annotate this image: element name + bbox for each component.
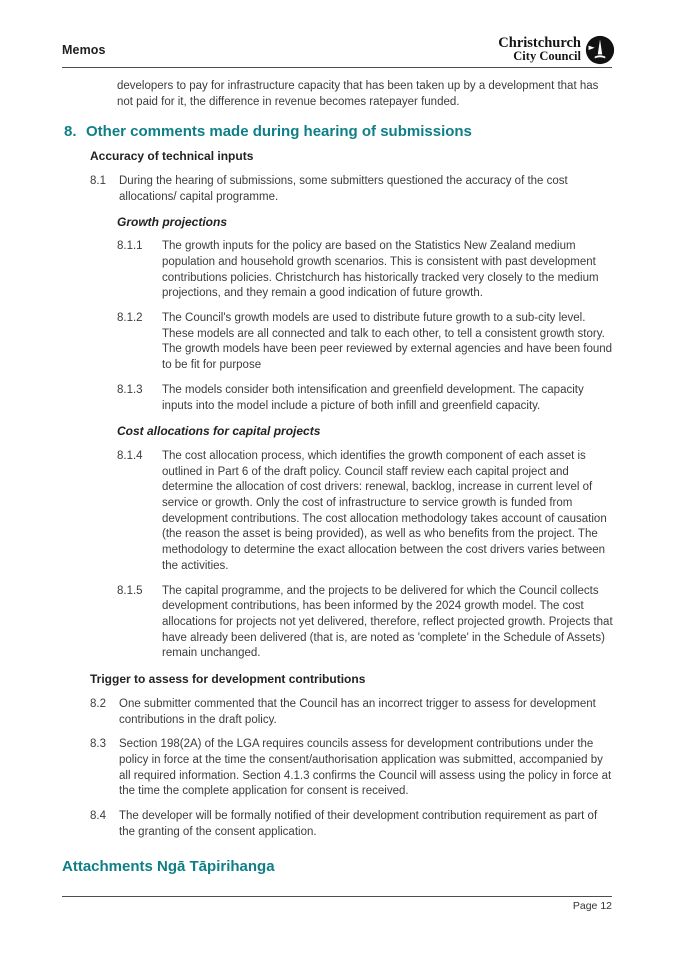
clause-8-3 [90,737,614,800]
clause-8-4 [90,809,614,840]
document-type-label: Memos [62,43,106,57]
council-crest-icon [585,35,615,65]
intro-paragraph: developers to pay for infrastructure capacity that has been taken up by a development that has not paid for it, the difference in revenue becomes ratepayer funded. [117,80,599,108]
section-8-title: Other comments made during hearing of submissions [86,123,472,141]
header-divider [62,67,612,68]
section-8-heading [62,123,614,141]
clause-8-1-2 [117,311,614,374]
page-number: Page 12 [572,900,612,912]
attachments-heading: Attachments Ngā Tāpirihanga [62,858,275,876]
clause-text: The capital programme, and the projects to be delivered for which the Council collects development contributions, has been informed by the 2024 growth model. The cost allocations for projects not yet delivered, therefore, reflect projected growth. Projects that have already been delivered (that is, are noted as 'complete' in the Schedule of Assets) remain unchanged. [162,584,613,660]
growth-projections-subheading: Growth projections [117,214,228,229]
clause-number: 8.1.4 [117,449,143,462]
clause-8-1-3 [117,383,614,414]
trigger-subheading: Trigger to assess for development contributions [90,672,366,687]
footer-divider [62,896,612,897]
clause-text: One submitter commented that the Council has an incorrect trigger to assess for development contributions in the draft policy. [119,697,596,726]
clause-text: During the hearing of submissions, some submitters questioned the accuracy of the cost allocations/ capital programme. [119,175,568,203]
council-logo-line2: City Council [513,49,581,63]
clause-number: 8.1.2 [117,312,143,325]
council-logo-line1: Christchurch [498,35,581,51]
clause-number: 8.2 [90,697,106,710]
clause-8-1-5 [117,584,614,663]
council-logo-text [498,37,581,63]
clause-text: The models consider both intensification and greenfield development. The capacity inputs into the model include a picture of both infill and greenfield capacity. [162,383,584,412]
clause-8-2 [90,697,614,728]
clause-number: 8.1 [90,175,106,188]
clause-8-1-1 [117,239,614,302]
cost-allocations-subheading: Cost allocations for capital projects [117,424,321,439]
clause-number: 8.1.3 [117,383,143,396]
clause-number: 8.4 [90,810,106,823]
clause-text: The developer will be formally notified of their development contribution requirement as part of the granting of the consent application. [119,810,598,838]
council-logo [498,35,615,65]
clause-8-1 [90,174,614,205]
memo-body [62,79,614,875]
clause-number: 8.3 [90,738,106,751]
clause-text: Section 198(2A) of the LGA requires councils assess for development contributions under the policy in force at the time the consent/authorisation application was submitted, accompanied by all required information. Section 4.1.3 confirms the Council will assess using the policy in force at the time the complete application for consent is received. [119,738,612,798]
accuracy-subheading: Accuracy of technical inputs [90,149,254,164]
clause-text: The Council's growth models are used to distribute future growth to a sub-city level. These models are all connected and talk to each other, to tell a consistent growth story. The growth models have been peer reviewed by external agencies and have been found to be fit for purpose [162,312,613,372]
clause-8-1-4 [117,449,614,575]
clause-number: 8.1.1 [117,240,143,253]
clause-text: The growth inputs for the policy are based on the Statistics New Zealand medium population and household growth scenarios. This is consistent with past development contributions policies. Christchurch has historically tracked very closely to the medium projections, and they remain a good indication of future growth. [162,240,599,300]
section-8-number: 8. [64,123,77,141]
clause-text: The cost allocation process, which identifies the growth component of each asset is outlined in Part 6 of the draft policy. Council staff review each capital project and determine the allocation of cost drivers: renewal, backlog, increase in current level of service or growth. Only the cost of infrastructure to service growth is funded from development contributions. The cost allocation methodology takes account of causation (the reason the asset is being provided), as well as who benefits from the project. The methodology to determine the exact allocation between the cost drivers varies between the activities. [162,449,607,572]
clause-number: 8.1.5 [117,584,143,597]
page-header [62,32,615,68]
